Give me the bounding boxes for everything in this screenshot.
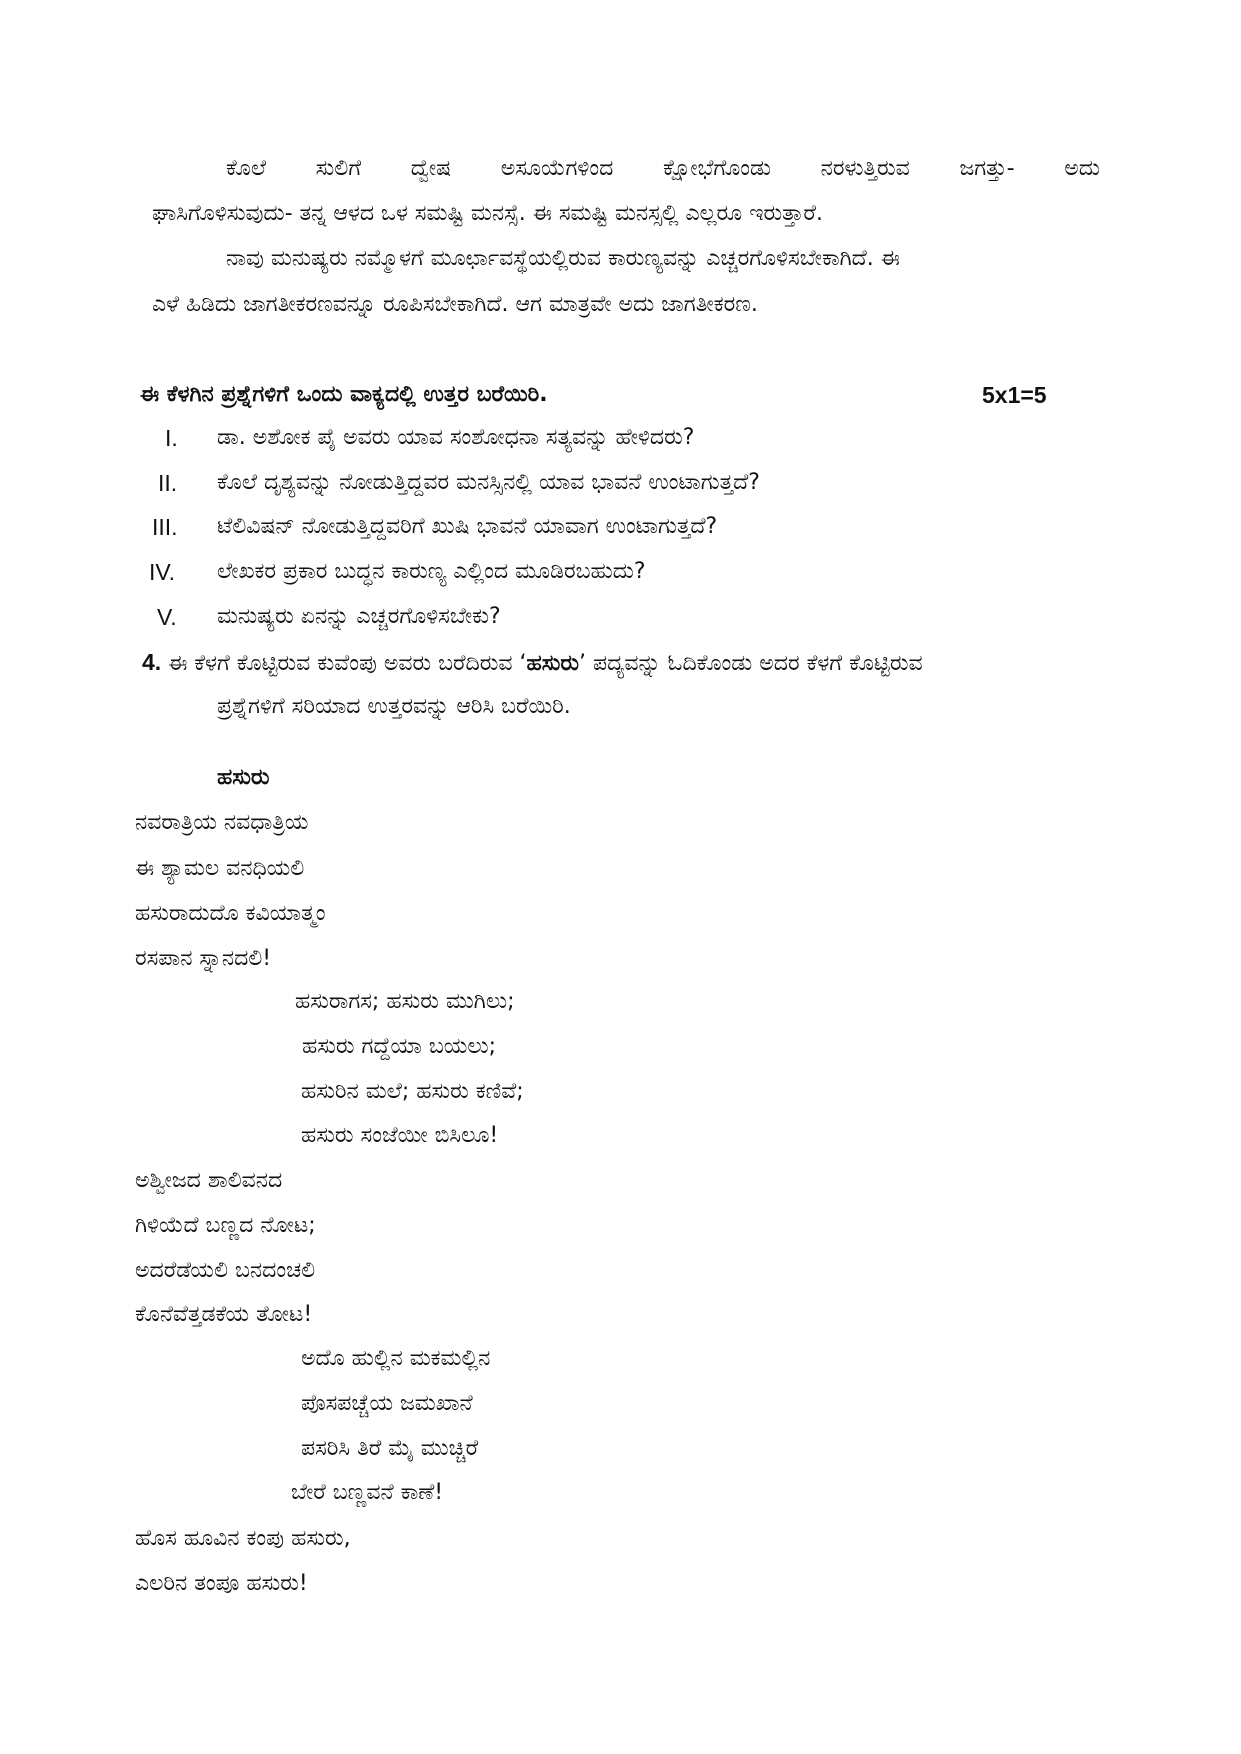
- instruction-text: ’ ಪದ್ಯವನ್ನು ಓದಿಕೊಂಡು ಅದರ ಕೆಳಗೆ ಕೊಟ್ಟಿರುವ: [579, 651, 923, 676]
- passage-line: ನಾವು ಮನುಷ್ಯರು ನಮ್ಮೊಳಗೆ ಮೂರ್ಛಾವಸ್ಥೆಯಲ್ಲಿರುವ ಕಾರುಣ್ಯವನ್ನು ಎಚ್ಚರಗೊಳಿಸಬೇಕಾಗಿದೆ. ಈ: [226, 246, 900, 271]
- poem-line: ಹಸುರಿನ ಮಲೆ; ಹಸುರು ಕಣಿವೆ;: [301, 1079, 524, 1104]
- poem-line: ರಸಪಾನ ಸ್ನಾನದಲಿ!: [135, 946, 272, 971]
- poem-line: ಪೊಸಪಚ್ಚೆಯ ಜಮಖಾನೆ: [301, 1391, 473, 1416]
- poem-line: ಈ ಶ್ಯಾಮಲ ವನಧಿಯಲಿ: [135, 856, 305, 881]
- marks-label: 5x1=5: [982, 382, 1047, 408]
- question-number: IV.: [149, 559, 176, 585]
- poem-line: ಹಸುರಾದುದೊ ಕವಿಯಾತ್ಮಂ: [135, 901, 326, 926]
- poem-line: ಹಸುರಾಗಸ; ಹಸುರು ಮುಗಿಲು;: [295, 989, 515, 1014]
- question-text: ಮನುಷ್ಯರು ಏನನ್ನು ಎಚ್ಚರಗೊಳಿಸಬೇಕು?: [217, 604, 501, 629]
- question-text: ಕೊಲೆ ದೃಶ್ಯವನ್ನು ನೋಡುತ್ತಿದ್ದವರ ಮನಸ್ಸಿನಲ್ಲಿ ಯಾವ ಭಾವನೆ ಉಂಟಾಗುತ್ತದೆ?: [217, 470, 760, 495]
- poem-line: ಅದರೆಡೆಯಲಿ ಬನದಂಚಲಿ: [135, 1258, 316, 1283]
- question-number: V.: [157, 604, 177, 630]
- poem-line: ಪಸರಿಸಿ ತಿರೆ ಮೈ ಮುಚ್ಚಿರೆ: [301, 1436, 479, 1461]
- section-number: 4.: [142, 649, 162, 675]
- instruction-text: ಪ್ರಶ್ನೆಗಳಿಗೆ ಸರಿಯಾದ ಉತ್ತರವನ್ನು ಆರಿಸಿ ಬರೆಯಿರಿ.: [217, 694, 571, 719]
- passage-line: ಘಾಸಿಗೊಳಿಸುವುದು- ತನ್ನ ಆಳದ ಒಳ ಸಮಷ್ಟಿ ಮನಸ್ಸೆ. ಈ ಸಮಷ್ಟಿ ಮನಸ್ಸಲ್ಲಿ ಎಲ್ಲರೂ ಇರುತ್ತಾರೆ.: [152, 201, 823, 226]
- poem-line: ಅಶ್ವೀಜದ ಶಾಲಿವನದ: [135, 1168, 283, 1193]
- poem-name: ಹಸುರು: [526, 651, 580, 676]
- question-text: ಡಾ. ಅಶೋಕ ಪೈ ಅವರು ಯಾವ ಸಂಶೋಧನಾ ಸತ್ಯವನ್ನು ಹೇಳಿದರು?: [217, 425, 695, 450]
- poem-line: ಹಸುರು ಗದ್ದೆಯಾ ಬಯಲು;: [302, 1034, 496, 1059]
- section-4-instruction: [142, 647, 923, 679]
- poem-line: ಎಲರಿನ ತಂಪೂ ಹಸುರು!: [135, 1571, 308, 1596]
- poem-title: ಹಸುರು: [217, 765, 270, 790]
- poem-line: ಬೇರೆ ಬಣ್ಣವನೆ ಕಾಣೆ!: [291, 1480, 444, 1505]
- question-text: ಲೇಖಕರ ಪ್ರಕಾರ ಬುದ್ಧನ ಕಾರುಣ್ಯ ಎಲ್ಲಿಂದ ಮೂಡಿರಬಹುದು?: [217, 559, 646, 584]
- question-number: I.: [165, 425, 178, 451]
- section-heading: ಈ ಕೆಳಗಿನ ಪ್ರಶ್ನೆಗಳಿಗೆ ಒಂದು ವಾಕ್ಯದಲ್ಲಿ ಉತ್ತರ ಬರೆಯಿರಿ.: [140, 382, 548, 407]
- poem-line: ಗಿಳಿಯೆದೆ ಬಣ್ಣದ ನೋಟ;: [135, 1213, 316, 1238]
- instruction-text: ಈ ಕೆಳಗೆ ಕೊಟ್ಟಿರುವ ಕುವೆಂಪು ಅವರು ಬರೆದಿರುವ ‘: [168, 651, 527, 676]
- passage-line: ಎಳೆ ಹಿಡಿದು ಜಾಗತೀಕರಣವನ್ನೂ ರೂಪಿಸಬೇಕಾಗಿದೆ. ಆಗ ಮಾತ್ರವೇ ಅದು ಜಾಗತೀಕರಣ.: [152, 292, 758, 317]
- poem-line: ನವರಾತ್ರಿಯ ನವಧಾತ್ರಿಯ: [135, 810, 309, 835]
- poem-line: ಅದೊ ಹುಲ್ಲಿನ ಮಕಮಲ್ಲಿನ: [301, 1346, 491, 1371]
- question-number: III.: [152, 514, 178, 540]
- question-number: II.: [158, 470, 178, 496]
- poem-line: ಕೊನೆವೆತ್ತಡಕೆಯ ತೋಟ!: [135, 1302, 313, 1327]
- passage-line: ಕೊಲೆ ಸುಲಿಗೆ ದ್ವೇಷ ಅಸೂಯೆಗಳಿಂದ ಕ್ಷೋಭೆಗೊಂಡು ನರಳುತ್ತಿರುವ ಜಗತ್ತು- ಅದು: [226, 156, 1100, 181]
- question-text: ಟೆಲಿವಿಷನ್ ನೋಡುತ್ತಿದ್ದವರಿಗೆ ಖುಷಿ ಭಾವನೆ ಯಾವಾಗ ಉಂಟಾಗುತ್ತದೆ?: [217, 514, 718, 539]
- poem-line: ಹೊಸ ಹೂವಿನ ಕಂಪು ಹಸುರು,: [135, 1526, 351, 1551]
- poem-line: ಹಸುರು ಸಂಜೆಯೀ ಬಿಸಿಲೂ!: [301, 1123, 499, 1148]
